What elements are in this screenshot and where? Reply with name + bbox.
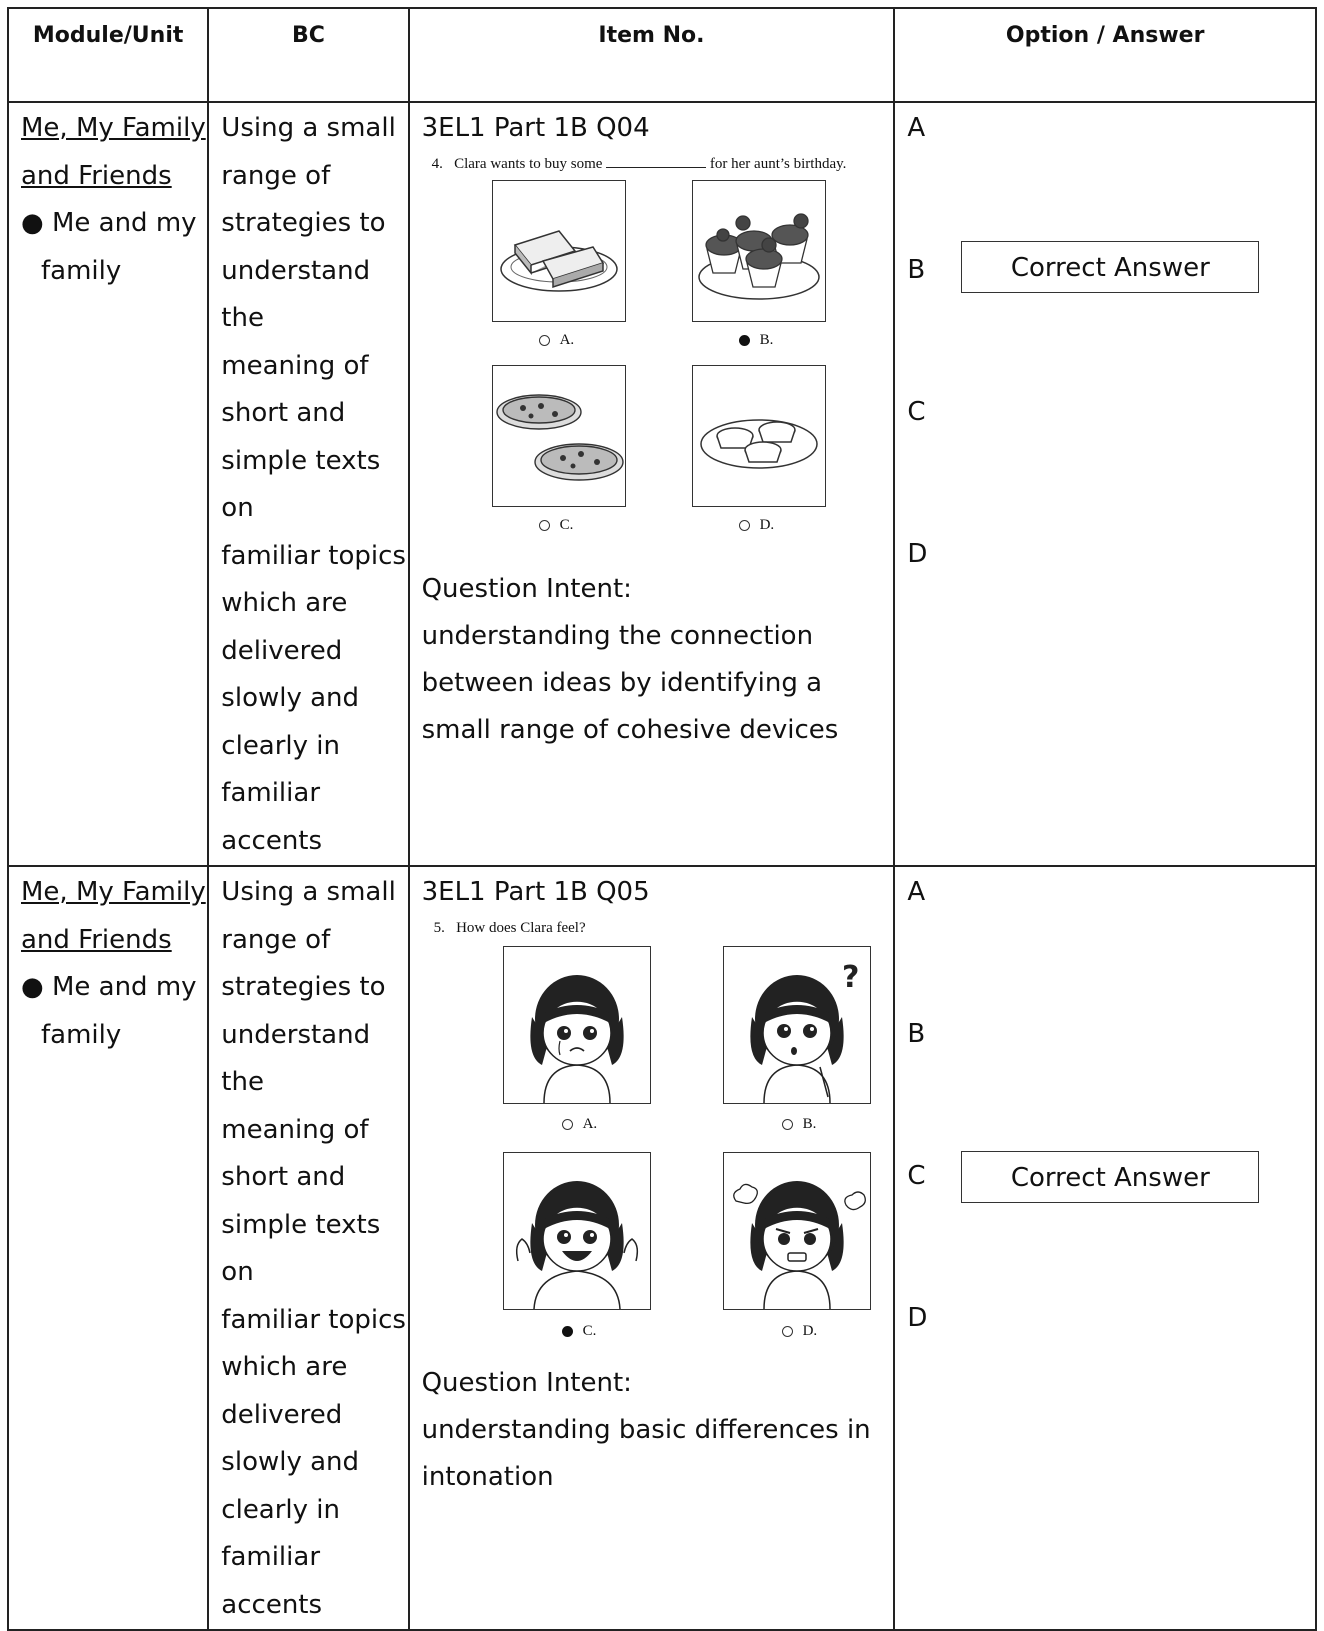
option-letter: D: [907, 1303, 928, 1333]
table-row: [8, 102, 1316, 866]
angry-girl-icon: [723, 1152, 871, 1310]
option-b[interactable]: B.: [739, 332, 774, 349]
pizza-icon: [492, 365, 626, 507]
module-title: and Friends: [21, 160, 172, 191]
svg-text:?: ?: [841, 960, 859, 995]
module-cell: [8, 866, 208, 1630]
correct-answer-box: Correct Answer: [961, 1151, 1259, 1203]
radio-icon[interactable]: [782, 1326, 793, 1337]
answer-cell: [894, 866, 1316, 1630]
intent-heading: Question Intent:: [421, 1368, 632, 1398]
question-intent: Question Intent: understanding the connection between ideas by identifying a small range of cohesive devices: [410, 566, 894, 754]
question-text: 4. Clara wants to buy some for her aunt’s birthday.: [410, 152, 894, 176]
bc-text: Using a small range of strategies to understand the meaning of short and simple texts on familiar topics which are delivered slowly and clearly in familiar accents: [221, 877, 406, 1620]
bc-text: Using a small range of strategies to understand the meaning of short and simple texts on familiar topics which are delivered slowly and clearly in familiar accents: [221, 113, 406, 856]
option-c[interactable]: C.: [562, 1323, 597, 1340]
option-letter: D: [907, 539, 928, 569]
module-title: and Friends: [21, 924, 172, 955]
radio-icon[interactable]: [539, 520, 550, 531]
bc-cell: [208, 866, 408, 1630]
module-title: Me, My Family: [21, 877, 206, 907]
answer-blank: [606, 153, 706, 168]
option-a[interactable]: A.: [562, 1116, 598, 1133]
question-text: 5. How does Clara feel?: [433, 920, 586, 936]
header-item: Item No.: [409, 8, 895, 102]
item-cell: [409, 866, 895, 1630]
intent-heading: Question Intent:: [421, 574, 632, 604]
item-number: 3EL1 Part 1B Q05: [421, 877, 650, 907]
radio-icon[interactable]: [739, 520, 750, 531]
radio-icon[interactable]: [539, 335, 550, 346]
bullet-icon: ●: [21, 972, 44, 1002]
assessment-table: [7, 7, 1317, 1631]
option-letter: B: [907, 255, 926, 285]
option-d[interactable]: D.: [782, 1323, 818, 1340]
option-a[interactable]: A.: [539, 332, 575, 349]
table-row: [8, 866, 1316, 1630]
item-cell: [409, 102, 895, 866]
option-grid: [410, 176, 894, 566]
option-letter: C: [907, 397, 926, 427]
option-letter: A: [907, 877, 926, 907]
correct-answer-box: Correct Answer: [961, 241, 1259, 293]
cupcakes-icon: [692, 180, 826, 322]
module-title: Me, My Family: [21, 113, 206, 143]
radio-icon[interactable]: [562, 1119, 573, 1130]
confused-girl-icon: [723, 946, 871, 1104]
radio-selected-icon[interactable]: [739, 335, 750, 346]
option-c[interactable]: C.: [539, 517, 574, 534]
module-cell: [8, 102, 208, 866]
sandwich-icon: [492, 180, 626, 322]
bullet-icon: ●: [21, 208, 44, 238]
happy-girl-icon: [503, 1152, 651, 1310]
header-bc: BC: [208, 8, 408, 102]
option-d[interactable]: D.: [739, 517, 775, 534]
crying-girl-icon: [503, 946, 651, 1104]
option-b[interactable]: B.: [782, 1116, 817, 1133]
header-module: Module/Unit: [8, 8, 208, 102]
answer-cell: [894, 102, 1316, 866]
radio-selected-icon[interactable]: [562, 1326, 573, 1337]
header-answer: Option / Answer: [894, 8, 1316, 102]
header-row: [8, 8, 1316, 102]
module-subtopic: family: [41, 255, 122, 286]
question-intent: Question Intent: understanding basic differences in intonation: [410, 1360, 894, 1501]
option-grid: [410, 940, 894, 1360]
option-letter: B: [907, 1019, 926, 1049]
tarts-icon: [692, 365, 826, 507]
option-letter: A: [907, 113, 926, 143]
radio-icon[interactable]: [782, 1119, 793, 1130]
module-subtopic: Me and my: [51, 972, 197, 1002]
module-subtopic: family: [41, 1019, 122, 1050]
bc-cell: [208, 102, 408, 866]
option-letter: C: [907, 1161, 926, 1191]
module-subtopic: Me and my: [51, 208, 197, 238]
item-number: 3EL1 Part 1B Q04: [421, 113, 650, 143]
